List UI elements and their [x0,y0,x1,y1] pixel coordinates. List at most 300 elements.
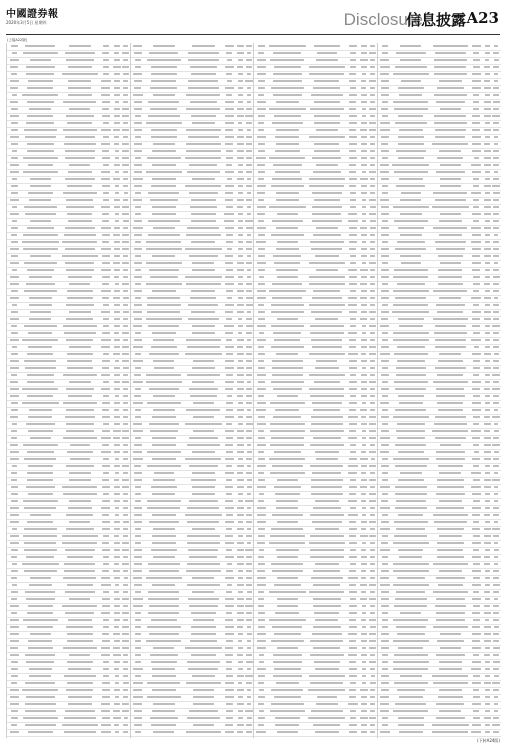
text-placeholder [362,626,366,628]
text-placeholder [382,535,388,537]
text-placeholder [10,276,18,278]
text-placeholder [258,437,265,439]
text-placeholder [370,577,376,579]
text-placeholder [396,185,425,187]
text-placeholder [381,591,388,593]
text-placeholder [237,598,243,600]
text-placeholder [258,87,265,89]
text-placeholder [247,381,252,383]
text-placeholder [361,521,368,523]
text-placeholder [370,276,375,278]
text-placeholder [309,591,344,593]
text-placeholder [10,171,18,173]
text-placeholder [122,703,129,705]
text-placeholder [440,647,462,649]
text-placeholder [11,724,17,726]
text-placeholder [311,479,343,481]
text-placeholder [123,444,127,446]
text-placeholder [115,514,119,516]
text-placeholder [114,276,119,278]
text-placeholder [370,514,376,516]
text-placeholder [370,220,376,222]
text-placeholder [193,430,214,432]
text-placeholder [257,577,265,579]
text-placeholder [67,661,94,663]
text-placeholder [237,437,244,439]
text-placeholder [349,493,356,495]
text-placeholder [275,724,299,726]
text-placeholder [115,395,119,397]
text-placeholder [314,143,339,145]
text-placeholder [258,724,264,726]
text-placeholder [473,500,480,502]
text-placeholder [224,220,234,222]
text-placeholder [381,297,389,299]
text-placeholder [103,136,109,138]
text-placeholder [276,192,300,194]
text-placeholder [399,178,423,180]
text-placeholder [485,178,491,180]
text-placeholder [493,465,499,467]
text-placeholder [310,444,343,446]
text-placeholder [246,584,253,586]
text-placeholder [192,262,214,264]
text-placeholder [393,458,429,460]
text-placeholder [146,640,181,642]
text-placeholder [273,164,302,166]
text-placeholder [370,248,376,250]
text-placeholder [114,605,120,607]
text-placeholder [225,689,234,691]
text-placeholder [62,486,97,488]
text-placeholder [30,255,52,257]
text-placeholder [439,710,461,712]
text-placeholder [493,360,499,362]
text-placeholder [472,248,481,250]
text-placeholder [135,633,142,635]
text-placeholder [349,647,357,649]
text-placeholder [274,584,301,586]
text-placeholder [350,507,356,509]
text-placeholder [381,444,389,446]
text-placeholder [247,479,252,481]
text-placeholder [312,157,341,159]
text-placeholder [257,206,266,208]
text-placeholder [189,255,217,257]
text-placeholder [134,549,142,551]
text-placeholder [238,458,243,460]
text-placeholder [361,528,366,530]
text-placeholder [237,388,244,390]
text-placeholder [369,346,376,348]
text-placeholder [258,430,264,432]
text-placeholder [433,682,467,684]
text-placeholder [350,59,356,61]
text-placeholder [380,696,389,698]
text-placeholder [474,157,480,159]
text-placeholder [258,255,265,257]
text-placeholder [123,311,129,313]
text-placeholder [439,297,461,299]
text-placeholder [237,262,244,264]
text-placeholder [381,521,388,523]
text-placeholder [64,234,95,236]
text-placeholder [472,437,480,439]
text-placeholder [473,52,479,54]
text-placeholder [380,577,389,579]
text-placeholder [133,423,142,425]
text-placeholder [225,262,233,264]
text-placeholder [246,731,252,733]
text-placeholder [226,612,232,614]
text-placeholder [473,332,480,334]
text-placeholder [151,619,176,621]
text-placeholder [103,661,109,663]
text-placeholder [62,255,99,257]
text-placeholder [349,640,356,642]
text-placeholder [134,87,141,89]
text-placeholder [122,206,129,208]
text-placeholder [393,206,430,208]
text-placeholder [246,227,253,229]
text-placeholder [66,199,93,201]
text-placeholder [153,479,175,481]
text-placeholder [238,59,243,61]
text-placeholder [361,500,366,502]
text-placeholder [393,276,428,278]
text-placeholder [246,458,252,460]
text-placeholder [226,164,232,166]
text-placeholder [348,304,357,306]
text-placeholder [186,150,220,152]
text-placeholder [114,626,119,628]
text-placeholder [122,234,128,236]
text-placeholder [309,675,345,677]
text-placeholder [400,45,421,47]
text-placeholder [113,654,120,656]
text-placeholder [494,472,499,474]
text-placeholder [269,542,305,544]
text-placeholder [102,430,110,432]
text-placeholder [28,332,52,334]
text-placeholder [11,143,17,145]
text-placeholder [258,171,266,173]
text-placeholder [10,367,20,369]
text-placeholder [258,52,264,54]
text-placeholder [114,45,120,47]
text-placeholder [10,521,19,523]
text-placeholder [102,500,110,502]
text-placeholder [23,535,57,537]
text-placeholder [396,367,426,369]
text-placeholder [135,66,141,68]
text-placeholder [113,647,120,649]
text-placeholder [227,178,233,180]
text-placeholder [238,234,244,236]
text-placeholder [12,346,18,348]
text-placeholder [382,717,388,719]
text-placeholder [102,549,110,551]
text-placeholder [485,724,490,726]
text-placeholder [134,290,141,292]
text-placeholder [123,290,128,292]
text-placeholder [397,283,425,285]
text-placeholder [380,703,389,705]
text-placeholder [246,164,251,166]
text-placeholder [380,59,389,61]
text-placeholder [123,416,127,418]
text-placeholder [246,612,253,614]
text-placeholder [237,374,244,376]
text-placeholder [484,129,491,131]
text-placeholder [135,115,141,117]
text-placeholder [68,507,92,509]
text-placeholder [392,164,429,166]
text-placeholder [312,297,342,299]
text-placeholder [25,213,56,215]
text-placeholder [435,241,466,243]
text-placeholder [438,465,463,467]
text-placeholder [11,500,18,502]
text-placeholder [192,367,215,369]
text-placeholder [237,409,244,411]
text-placeholder [432,206,468,208]
text-placeholder [191,479,216,481]
text-placeholder [314,199,340,201]
disclosure-tables [6,38,500,738]
text-placeholder [113,633,120,635]
text-placeholder [11,682,17,684]
text-placeholder [186,129,221,131]
text-placeholder [246,724,252,726]
text-placeholder [101,290,110,292]
text-placeholder [246,654,252,656]
text-placeholder [189,164,217,166]
text-placeholder [273,416,301,418]
text-placeholder [381,675,389,677]
text-placeholder [369,325,376,327]
text-placeholder [473,444,479,446]
text-placeholder [270,710,305,712]
text-placeholder [101,654,110,656]
text-placeholder [484,311,491,313]
text-placeholder [472,234,481,236]
text-placeholder [258,416,265,418]
text-placeholder [382,493,388,495]
text-placeholder [361,311,368,313]
text-placeholder [191,115,216,117]
text-placeholder [382,409,388,411]
text-placeholder [133,94,143,96]
text-placeholder [439,150,461,152]
text-placeholder [361,136,367,138]
text-placeholder [316,703,338,705]
text-placeholder [350,444,357,446]
text-placeholder [308,689,345,691]
text-placeholder [493,192,500,194]
text-placeholder [65,549,95,551]
text-placeholder [66,423,94,425]
text-placeholder [397,577,425,579]
text-placeholder [192,178,214,180]
text-placeholder [492,388,499,390]
text-placeholder [258,143,265,145]
text-placeholder [485,241,490,243]
text-placeholder [114,290,120,292]
text-placeholder [187,661,219,663]
text-placeholder [101,178,110,180]
text-placeholder [238,129,243,131]
text-placeholder [277,731,298,733]
text-placeholder [313,87,340,89]
text-placeholder [101,703,110,705]
text-placeholder [102,570,109,572]
text-placeholder [277,395,299,397]
text-placeholder [493,122,499,124]
text-placeholder [238,332,242,334]
text-placeholder [22,402,59,404]
text-placeholder [113,717,120,719]
text-placeholder [484,626,491,628]
text-placeholder [103,472,109,474]
text-placeholder [102,640,111,642]
text-placeholder [369,353,376,355]
text-placeholder [148,325,179,327]
text-placeholder [370,150,375,152]
text-placeholder [226,269,233,271]
text-placeholder [361,640,367,642]
text-placeholder [103,59,109,61]
text-placeholder [22,94,58,96]
text-placeholder [276,353,298,355]
text-placeholder [493,402,499,404]
text-placeholder [123,493,129,495]
text-placeholder [485,647,490,649]
text-placeholder [485,45,490,47]
text-placeholder [381,605,389,607]
text-placeholder [393,570,429,572]
text-placeholder [314,612,339,614]
text-placeholder [66,514,93,516]
text-placeholder [185,353,222,355]
text-placeholder [362,73,366,75]
text-placeholder [272,570,303,572]
text-placeholder [472,80,481,82]
text-placeholder [396,52,426,54]
text-placeholder [276,101,299,103]
text-placeholder [362,220,367,222]
text-placeholder [361,157,368,159]
text-placeholder [494,234,498,236]
text-placeholder [360,535,367,537]
text-placeholder [238,360,243,362]
text-placeholder [225,360,235,362]
text-placeholder [152,542,175,544]
text-placeholder [114,108,120,110]
text-placeholder [258,612,266,614]
text-placeholder [11,185,19,187]
text-placeholder [115,192,120,194]
text-placeholder [472,542,481,544]
text-placeholder [122,157,129,159]
text-placeholder [123,689,128,691]
text-placeholder [271,703,303,705]
text-placeholder [349,360,357,362]
text-placeholder [28,640,52,642]
text-placeholder [225,381,234,383]
text-placeholder [237,339,243,341]
text-placeholder [237,199,243,201]
text-placeholder [369,598,375,600]
text-placeholder [434,115,466,117]
text-placeholder [187,584,219,586]
text-placeholder [381,318,388,320]
text-placeholder [122,563,129,565]
text-placeholder [492,479,499,481]
text-placeholder [152,416,176,418]
text-placeholder [65,710,95,712]
text-placeholder [362,682,367,684]
text-placeholder [123,297,129,299]
text-placeholder [103,556,109,558]
text-placeholder [122,598,128,600]
text-placeholder [484,150,490,152]
header-rule [6,34,500,35]
text-placeholder [440,633,462,635]
text-placeholder [102,108,109,110]
text-placeholder [101,346,110,348]
text-placeholder [247,52,252,54]
text-placeholder [102,682,110,684]
text-placeholder [257,227,265,229]
text-placeholder [309,388,344,390]
text-placeholder [246,514,251,516]
text-placeholder [10,80,18,82]
text-placeholder [380,353,390,355]
text-placeholder [277,647,298,649]
text-placeholder [237,479,244,481]
text-placeholder [12,150,17,152]
text-placeholder [23,248,59,250]
text-placeholder [349,542,358,544]
text-placeholder [348,220,358,222]
text-placeholder [350,52,356,54]
text-placeholder [114,115,120,117]
text-placeholder [494,409,499,411]
text-placeholder [113,297,120,299]
text-placeholder [29,108,51,110]
text-placeholder [348,269,357,271]
text-placeholder [152,710,175,712]
text-placeholder [484,213,491,215]
text-placeholder [258,696,265,698]
disclosure-title: Disclosure [343,10,423,29]
text-placeholder [246,563,251,565]
page-number: A23 [466,9,499,27]
text-placeholder [435,416,465,418]
text-placeholder [360,227,367,229]
text-placeholder [274,668,301,670]
text-placeholder [259,689,265,691]
text-placeholder [10,731,19,733]
text-placeholder [103,318,109,320]
text-placeholder [473,521,479,523]
text-placeholder [274,66,301,68]
text-placeholder [247,339,252,341]
text-placeholder [440,108,461,110]
text-placeholder [114,143,119,145]
text-placeholder [24,458,56,460]
